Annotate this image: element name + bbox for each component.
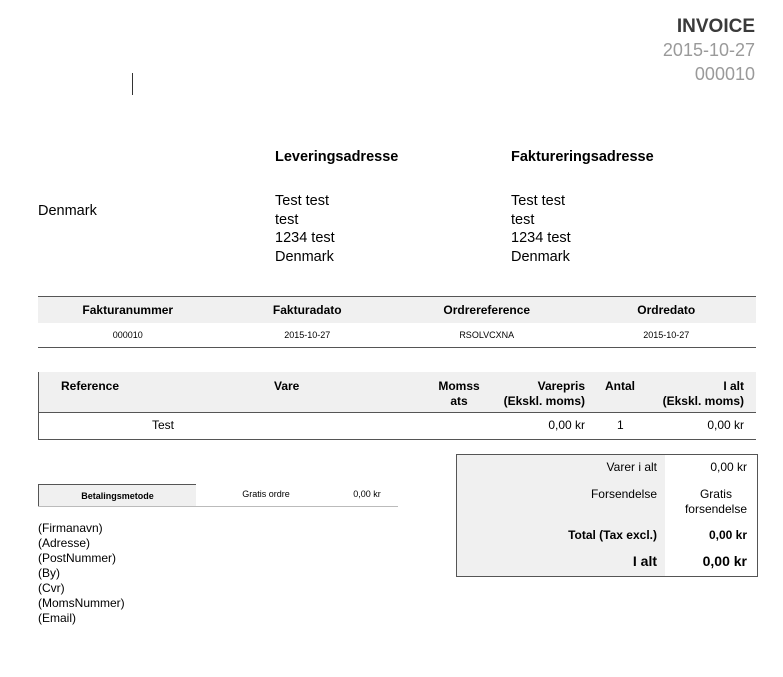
grand-total-label: I alt [632, 553, 657, 569]
payment-method-amount: 0,00 kr [353, 489, 381, 499]
text-cursor [132, 73, 133, 95]
info-table-header [38, 296, 756, 323]
billing-address-line: Test test [511, 193, 565, 209]
header-qty: Antal [605, 379, 635, 393]
billing-address-line: test [511, 211, 535, 228]
info-invoice-date: 2015-10-27 [284, 330, 331, 340]
shop-info-address: (Adresse) [38, 536, 91, 550]
product-table [38, 372, 756, 440]
payment-method-name: Gratis ordre [242, 489, 290, 499]
shop-info-city: (By) [38, 566, 60, 580]
shipping-label: Forsendelse [590, 487, 657, 501]
invoice-title: INVOICE [676, 16, 755, 37]
totals-box [456, 454, 758, 577]
invoice-date: 2015-10-27 [662, 40, 755, 60]
delivery-address [275, 149, 398, 266]
product-table-header [38, 372, 756, 412]
header-unit-price [489, 379, 585, 409]
header-unit-price-line1: Varepris [537, 379, 585, 393]
header-tax-line2: ats [450, 394, 468, 408]
header-product: Vare [274, 379, 300, 393]
delivery-address-heading: Leveringsadresse [275, 149, 399, 165]
info-table-row [38, 323, 756, 348]
info-header-order-reference: Ordrereference [443, 303, 531, 317]
total-excl-label: Total (Tax excl.) [568, 528, 657, 542]
invoice-info-table [38, 296, 756, 348]
shop-info-company: (Firmanavn) [38, 521, 103, 535]
shop-info-vat-number: (MomsNummer) [38, 596, 125, 610]
info-order-reference: RSOLVCXNA [459, 330, 515, 340]
shipping-value-line2: forsendelse [684, 502, 747, 516]
shop-info-postcode: (PostNummer) [38, 551, 117, 565]
billing-address-line: Denmark [511, 248, 570, 265]
header-unit-price-line2: (Ekskl. moms) [503, 394, 585, 408]
total-excl-value: 0,00 kr [708, 528, 747, 542]
table-row [38, 412, 756, 440]
payment-method-label: Betalingsmetode [38, 484, 196, 506]
info-header-order-date: Ordredato [637, 303, 696, 317]
billing-address [511, 149, 654, 266]
shop-country: Denmark [38, 203, 97, 219]
info-invoice-number: 000010 [112, 330, 143, 340]
shop-info [38, 521, 125, 626]
payment-method-table [38, 484, 398, 507]
info-header-invoice-number: Fakturanummer [82, 303, 174, 317]
billing-address-line: 1234 test [511, 230, 571, 246]
row-reference: Test [152, 418, 175, 432]
row-qty: 1 [617, 418, 624, 432]
billing-address-heading: Faktureringsadresse [511, 149, 654, 165]
header-total-line1: I alt [723, 379, 744, 393]
shop-info-email: (Email) [38, 611, 76, 625]
header-tax [437, 379, 481, 409]
shipping-value-line1: Gratis [699, 487, 732, 501]
invoice-number: 000010 [694, 64, 755, 84]
header-reference: Reference [61, 379, 120, 393]
grand-total-value: 0,00 kr [702, 553, 747, 569]
header-tax-line1: Momss [438, 379, 480, 393]
info-header-invoice-date: Fakturadato [272, 303, 342, 317]
shipping-value [685, 487, 747, 517]
delivery-address-line: test [275, 211, 299, 228]
total-products-value: 0,00 kr [710, 460, 747, 474]
shop-info-cvr: (Cvr) [38, 581, 65, 595]
row-unit-price: 0,00 kr [548, 418, 585, 432]
header-total [663, 379, 744, 409]
info-order-date: 2015-10-27 [643, 330, 690, 340]
delivery-address-line: Denmark [275, 248, 334, 265]
total-products-label: Varer i alt [606, 460, 657, 474]
header-total-line2: (Ekskl. moms) [662, 394, 744, 408]
delivery-address-line: 1234 test [275, 230, 335, 246]
row-total: 0,00 kr [707, 418, 744, 432]
delivery-address-line: Test test [275, 193, 329, 209]
